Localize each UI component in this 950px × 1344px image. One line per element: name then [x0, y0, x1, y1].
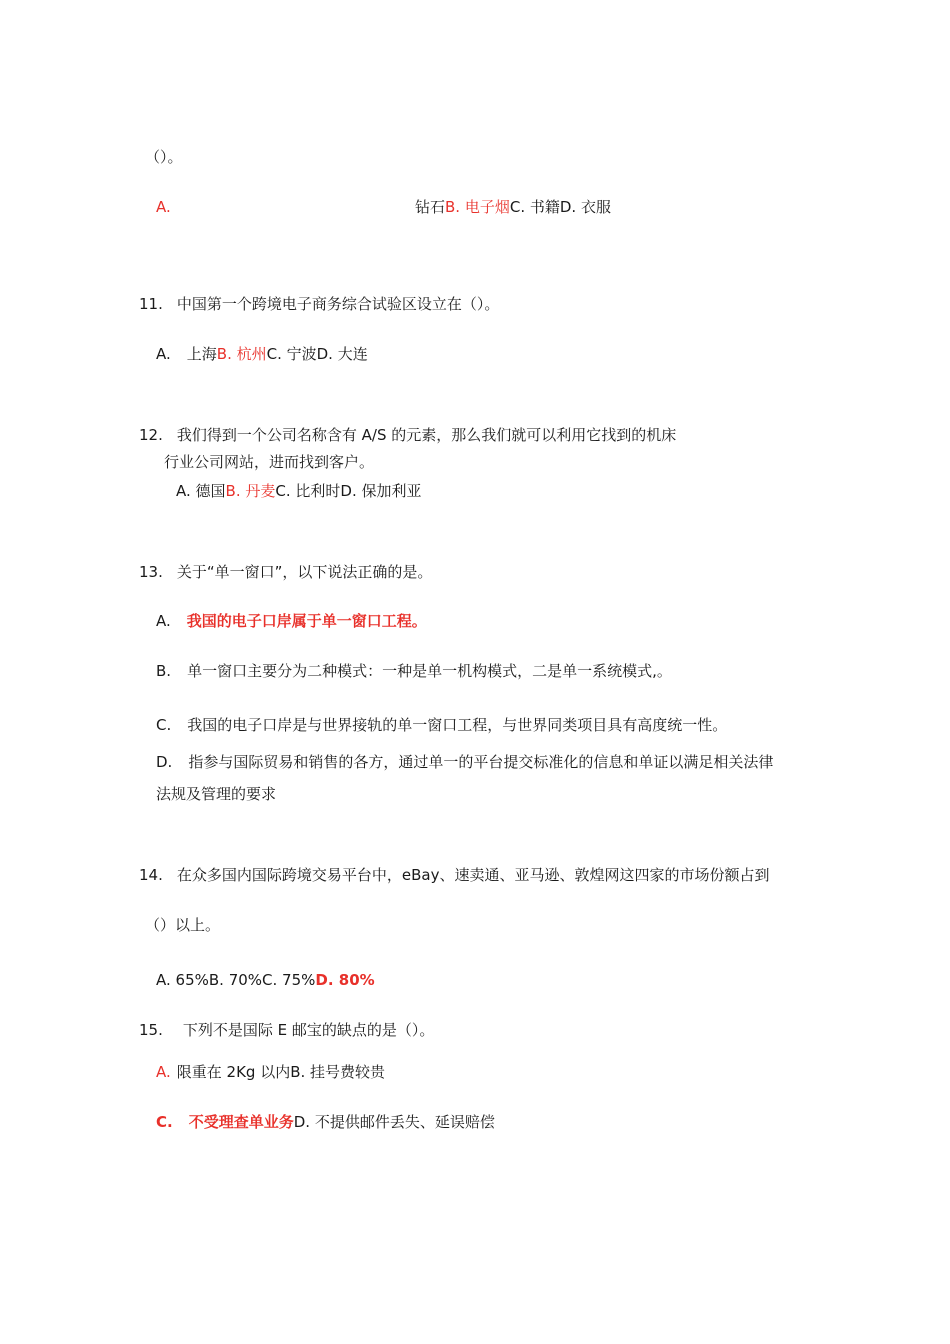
q13-option-a	[156, 611, 427, 631]
q13-option-b-text: 单一窗口主要分为二种模式：一种是单一机构模式，二是单一系统模式,。	[187, 662, 672, 680]
q12-stem-line2: 行业公司网站，进而找到客户。	[164, 453, 375, 471]
q11-option-a-text: 上海	[186, 345, 217, 363]
q14-options	[156, 970, 375, 990]
q15-option-b: B. 挂号费较贵	[290, 1063, 386, 1081]
q14-option-abc: A. 65%B. 70%C. 75%	[156, 971, 316, 989]
q12-stem-line1	[139, 425, 676, 445]
q15-stem-text: 下列不是国际 E 邮宝的缺点的是（）。	[182, 1021, 435, 1039]
q13-option-c-label: C.	[156, 716, 172, 734]
q10-option-c: C. 书籍	[509, 198, 560, 216]
q13-option-d-label: D.	[156, 753, 173, 771]
q15-option-a-label: A.	[156, 1063, 171, 1081]
q13-option-c	[156, 715, 727, 735]
q13-stem	[139, 562, 432, 582]
q11-number: 11.	[139, 295, 163, 313]
q10-option-d: D. 衣服	[559, 198, 611, 216]
q10-options-rest	[415, 197, 611, 217]
q13-option-d-text-2: 法规及管理的要求	[156, 785, 277, 803]
q13-option-c-text: 我国的电子口岸是与世界接轨的单一窗口工程，与世界同类项目具有高度统一性。	[187, 716, 728, 734]
q10-option-a-label: A.	[156, 198, 171, 216]
q13-number: 13.	[139, 563, 163, 581]
q12-number: 12.	[139, 426, 163, 444]
q14-stem-line2: （）以上。	[145, 916, 221, 934]
q15-stem	[139, 1020, 434, 1040]
q12-option-b: B. 丹麦	[225, 482, 276, 500]
q11-stem	[139, 294, 499, 314]
q13-option-d-text-1: 指参与国际贸易和销售的各方，通过单一的平台提交标准化的信息和单证以满足相关法律	[188, 753, 774, 771]
q12-option-c: C. 比利时	[275, 482, 341, 500]
q11-option-b: B. 杭州	[216, 345, 267, 363]
q15-option-d: D. 不提供邮件丢失、延误赔偿	[293, 1113, 495, 1131]
q14-option-d: D. 80%	[315, 971, 375, 989]
q10-options	[156, 197, 171, 217]
q15-option-c-text: 不受理查单业务	[188, 1113, 294, 1131]
q11-stem-text: 中国第一个跨境电子商务综合试验区设立在（）。	[176, 295, 500, 313]
q13-stem-text: 关于“单一窗口”，以下说法正确的是。	[176, 563, 433, 581]
q11-option-a-label: A.	[156, 345, 171, 363]
q13-option-b-label: B.	[156, 662, 172, 680]
q11-options	[156, 344, 368, 364]
q12-options	[176, 481, 421, 501]
q10-option-b: B. 电子烟	[445, 198, 510, 216]
q15-option-a-text: 限重在 2Kg 以内	[176, 1063, 291, 1081]
q14-stem-text-1: 在众多国内国际跨境交易平台中，eBay、速卖通、亚马逊、敦煌网这四家的市场份额占到	[176, 866, 770, 884]
q10-stem-tail: （）。	[145, 148, 183, 166]
q13-option-a-text: 我国的电子口岸属于单一窗口工程。	[186, 612, 427, 630]
q13-option-d	[156, 752, 773, 772]
q13-option-a-label: A.	[156, 612, 171, 630]
q10-option-a-text: 钻石	[415, 198, 446, 216]
q12-option-d: D. 保加利亚	[340, 482, 422, 500]
q12-option-a: A. 德国	[176, 482, 226, 500]
q15-option-c-label: C.	[156, 1113, 173, 1131]
q11-option-c: C. 宁波	[266, 345, 317, 363]
q15-options-ab	[156, 1062, 385, 1082]
q15-number: 15.	[139, 1021, 163, 1039]
q11-option-d: D. 大连	[316, 345, 368, 363]
q15-options-cd	[156, 1112, 495, 1132]
q12-stem-text-1: 我们得到一个公司名称含有 A/S 的元素，那么我们就可以利用它找到的机床	[176, 426, 677, 444]
q14-stem-line1	[139, 865, 769, 885]
q13-option-b	[156, 661, 672, 681]
q14-number: 14.	[139, 866, 163, 884]
